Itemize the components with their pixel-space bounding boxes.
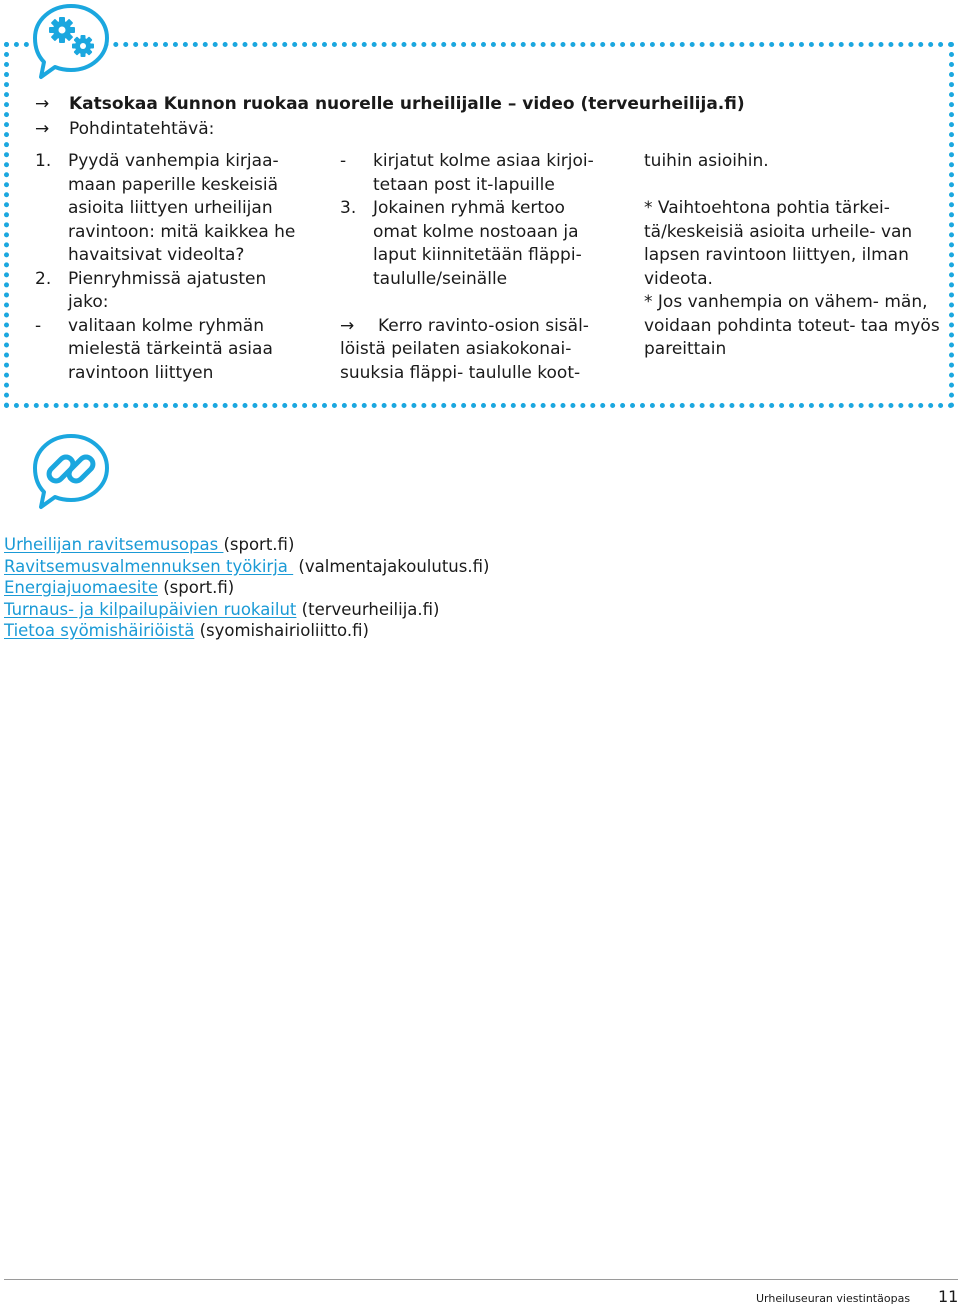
task-heading-video [35, 92, 745, 116]
arrow-icon: → [35, 119, 50, 139]
text-line: valitaan kolme ryhmän [68, 315, 264, 336]
resource-link-row [4, 534, 489, 556]
footer-divider [4, 1279, 958, 1280]
gears-icon [29, 2, 113, 82]
link-turnaus-ruokailut[interactable]: Turnaus- ja kilpailupäivien ruokailut [4, 599, 297, 619]
list-item-1 [35, 150, 335, 268]
link-ravitsemusvalmennuksen-tyokirja[interactable]: Ravitsemusvalmennuksen työkirja [4, 556, 294, 576]
text-line: tuihin asioihin. [644, 151, 769, 171]
arrow-icon: → [340, 315, 355, 336]
list-marker: - [340, 151, 347, 171]
text-line: taa myös pareittain [644, 315, 940, 359]
text-line: maan paperille keskeisiä [68, 174, 279, 195]
resource-links [4, 534, 489, 642]
text-line: laput kiinnitetään fläppi- [373, 245, 582, 265]
list-marker: 2. [35, 268, 52, 289]
text-line: ravintoon liittyen [68, 362, 214, 383]
text-line: mielestä tärkeintä asiaa [68, 339, 273, 359]
link-energiajuomaesite[interactable]: Energiajuomaesite [4, 578, 158, 597]
text-line: Pyydä vanhempia kirjaa- [68, 151, 279, 171]
text-line: asioita liittyen urheilijan [68, 198, 273, 218]
text-line: Jokainen ryhmä kertoo [373, 198, 565, 218]
resource-link-row [4, 620, 489, 642]
text-line: Kerro ravinto-osion sisäl- [378, 315, 589, 336]
list-marker: 3. [340, 198, 357, 218]
text-line: van lapsen ravintoon liittyen, [644, 221, 913, 265]
text-line: ravintoon: mitä kaikkea he [68, 221, 296, 242]
task-column-2 [340, 150, 640, 385]
page-number: 11 [938, 1287, 959, 1306]
list-marker: - [35, 315, 42, 336]
text-line: ilman videota. [644, 245, 909, 289]
link-source: (valmentajakoulutus.fi) [298, 556, 490, 576]
list-item-3 [340, 197, 640, 291]
text-line: taululle/seinälle [373, 268, 508, 289]
note-alternative [644, 197, 944, 291]
resource-link-row [4, 577, 489, 599]
text-line: omat kolme nostoaan ja [373, 221, 579, 242]
task-column-3 [644, 150, 944, 362]
note-pairs [644, 291, 944, 362]
chain-link-icon [29, 432, 113, 512]
link-source: (terveurheilija.fi) [301, 599, 440, 619]
text-line: Pienryhmissä ajatusten [68, 268, 267, 289]
list-marker: 1. [35, 151, 52, 171]
text-line: suuksia fläppi- taululle koot- [340, 362, 581, 383]
resource-link-row [4, 556, 489, 578]
text-line: löistä peilaten asiakokonai- [340, 339, 572, 359]
reflection-title: Pohdintatehtävä: [69, 119, 215, 139]
list-item-dash-2 [340, 150, 640, 197]
link-source: (sport.fi) [223, 535, 295, 554]
arrow-icon: → [35, 94, 50, 114]
link-source: (sport.fi) [163, 578, 235, 597]
text-line: havaitsivat videolta? [68, 245, 245, 265]
text-line: kirjatut kolme asiaa kirjoi- [373, 151, 594, 171]
text-line: * Jos vanhempia on vähem- [644, 292, 879, 312]
link-source: (syomishairioliitto.fi) [199, 621, 369, 640]
text-line: tä/keskeisiä asioita urheile- [644, 221, 876, 242]
task-heading-reflection [35, 117, 214, 141]
text-line: män, voidaan pohdinta toteut- [644, 292, 928, 336]
link-urheilijan-ravitsemusopas[interactable]: Urheilijan ravitsemusopas [4, 535, 224, 554]
resource-link-row [4, 599, 489, 621]
task-column-1 [35, 150, 335, 385]
list-item-2 [35, 268, 335, 315]
video-instruction: Katsokaa Kunnon ruokaa nuorelle urheilijalle – video (terveurheilija.fi) [69, 94, 745, 114]
text-line: tetaan post it-lapuille [373, 174, 555, 195]
text-line: jako: [68, 292, 109, 312]
list-item-dash [35, 315, 335, 386]
publication-name: Urheiluseuran viestintäopas [756, 1292, 911, 1305]
summary-instruction [340, 315, 640, 386]
link-tietoa-syomishairioista[interactable]: Tietoa syömishäiriöistä [4, 621, 195, 640]
text-line: * Vaihtoehtona pohtia tärkei- [644, 198, 890, 218]
